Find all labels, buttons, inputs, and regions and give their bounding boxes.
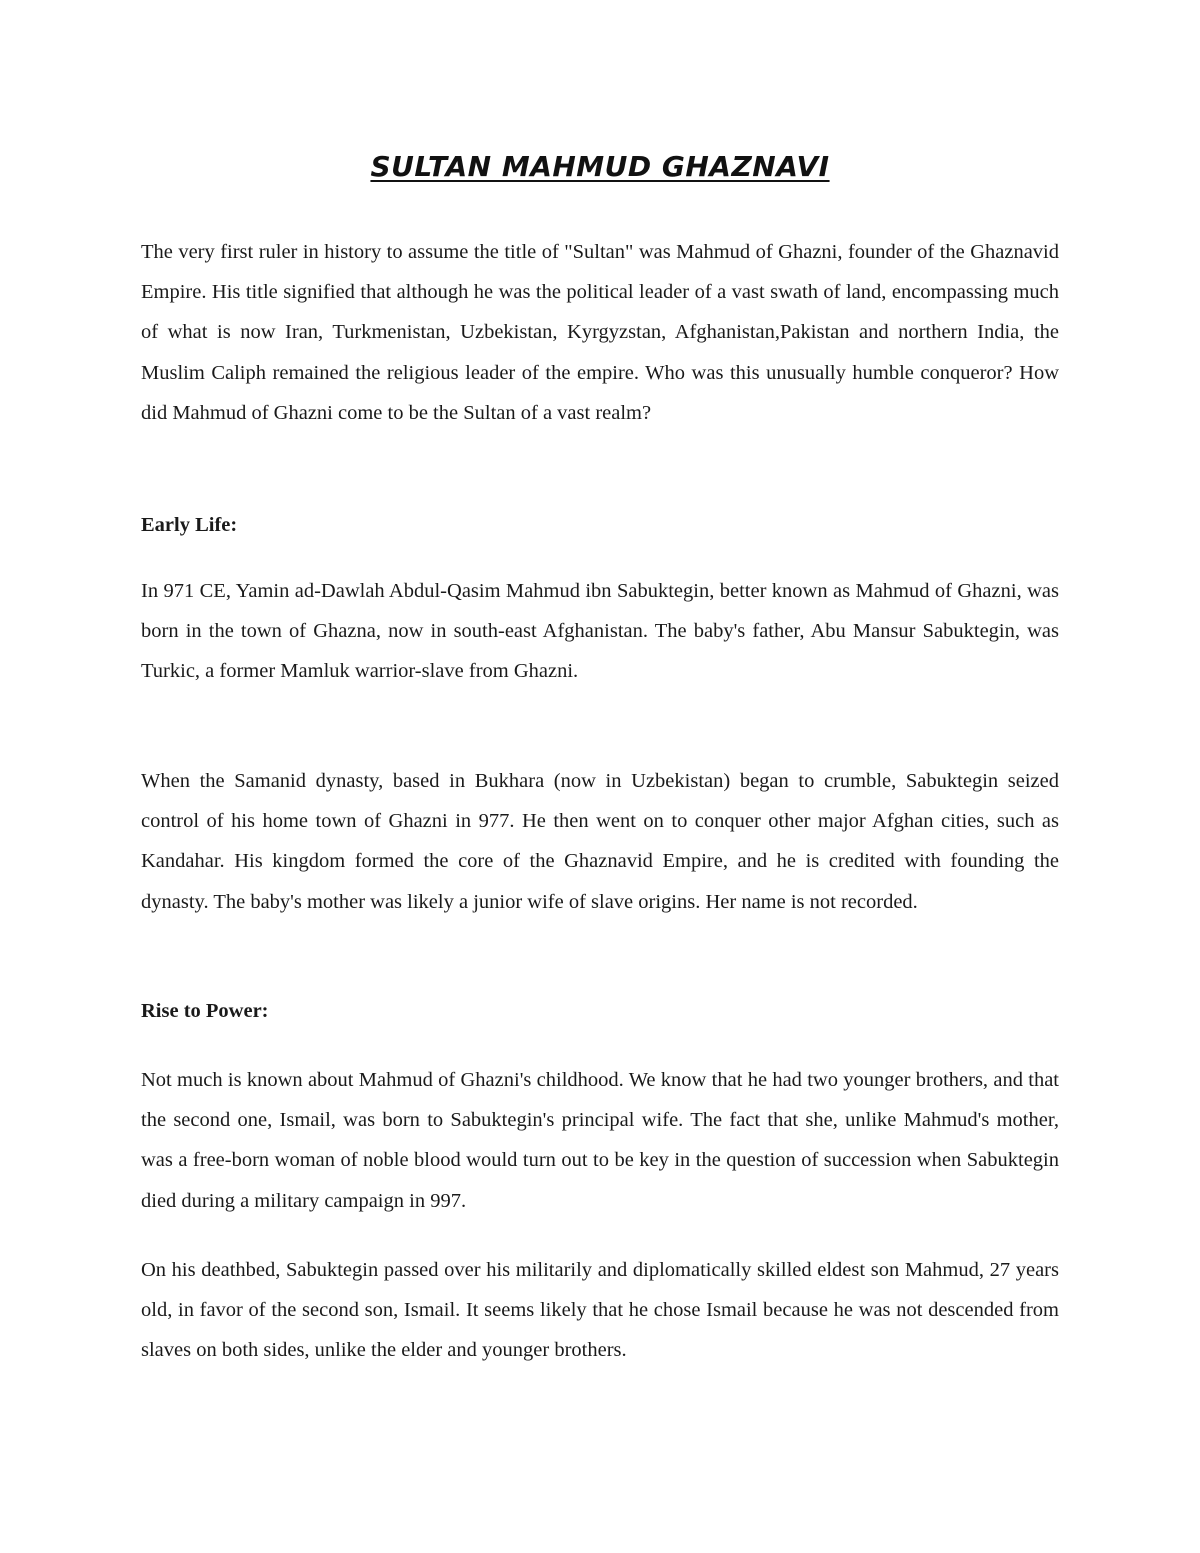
early-life-paragraph-2: When the Samanid dynasty, based in Bukhara (now in Uzbekistan) began to crumble, Sabuktegin seized control of his home town of Ghazni in 977. He then went on to conquer other major Afghan cities, such as Kandahar. His kingdom formed the core of the Ghaznavid Empire, and he is credited with founding the dynasty. The baby's mother was likely a junior wife of slave origins. Her name is not recorded.	[141, 770, 1059, 913]
section-heading-early-life: Early Life:	[141, 514, 238, 536]
intro-paragraph: The very first ruler in history to assume the title of "Sultan" was Mahmud of Ghazni, founder of the Ghaznavid Empire. His title signified that although he was the political leader of a vast swath of land, encompassing much of what is now Iran, Turkmenistan, Uzbekistan, Kyrgyzstan, Afghanistan,Pakistan and northern India, the Muslim Caliph remained the religious leader of the empire. Who was this unusually humble conqueror? How did Mahmud of Ghazni come to be the Sultan of a vast realm?	[141, 241, 1059, 424]
document-title: SULTAN MAHMUD GHAZNAVI	[370, 150, 830, 183]
early-life-paragraph-1: In 971 CE, Yamin ad-Dawlah Abdul-Qasim Mahmud ibn Sabuktegin, better known as Mahmud of Ghazni, was born in the town of Ghazna, now in south-east Afghanistan. The baby's father, Abu Mansur Sabuktegin, was Turkic, a former Mamluk warrior-slave from Ghazni.	[141, 580, 1059, 683]
rise-to-power-paragraph-2: On his deathbed, Sabuktegin passed over his militarily and diplomatically skilled eldest son Mahmud, 27 years old, in favor of the second son, Ismail. It seems likely that he chose Ismail because he was not descended from slaves on both sides, unlike the elder and younger brothers.	[141, 1259, 1059, 1362]
rise-to-power-paragraph-1: Not much is known about Mahmud of Ghazni's childhood. We know that he had two younger brothers, and that the second one, Ismail, was born to Sabuktegin's principal wife. The fact that she, unlike Mahmud's mother, was a free-born woman of noble blood would turn out to be key in the question of succession when Sabuktegin died during a military campaign in 997.	[141, 1069, 1059, 1212]
section-heading-rise-to-power: Rise to Power:	[141, 1000, 269, 1022]
